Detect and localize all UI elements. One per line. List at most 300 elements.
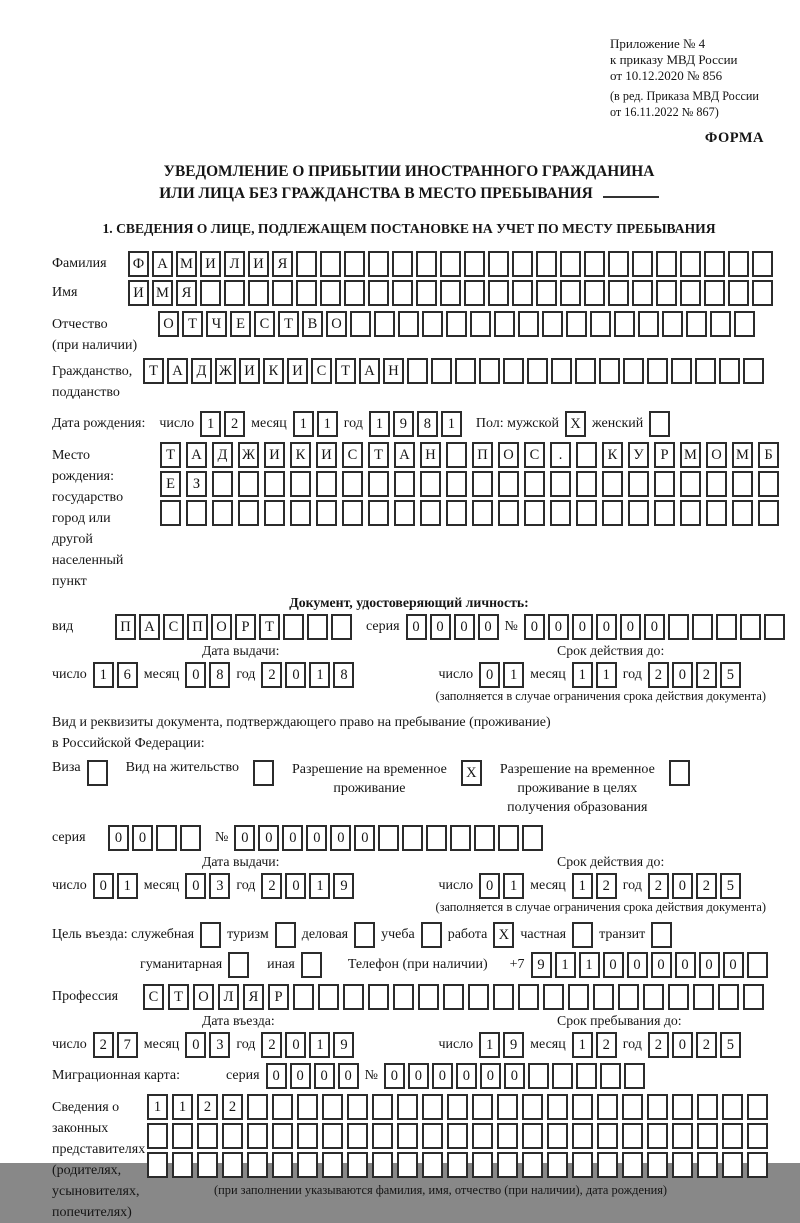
sex-male-label: Пол: мужской: [475, 416, 560, 431]
cell: [656, 280, 677, 306]
purpose-study-checkbox: [421, 922, 442, 948]
cell: [272, 1123, 293, 1149]
cell: [446, 311, 467, 337]
birthplace-cells-row2: [160, 471, 779, 497]
cell: 0: [672, 662, 693, 688]
permit-doc-heading: Вид и реквизиты документа, подтверждающего право на пребывание (проживание) в Российской Федерации:: [52, 715, 551, 751]
cell: [350, 311, 371, 337]
permit-series-cells: [108, 825, 201, 851]
cell: [156, 825, 177, 851]
cell: [654, 500, 675, 526]
cell: [552, 1063, 573, 1089]
cell: [472, 500, 493, 526]
cell: [706, 500, 727, 526]
purpose-humanitarian-label: гуманитарная: [140, 957, 223, 972]
cell: [618, 984, 639, 1010]
cell: 0: [596, 614, 617, 640]
cell: [527, 358, 548, 384]
permit-issue-year-cells: [261, 873, 354, 899]
cell: [542, 311, 563, 337]
cell: [572, 1123, 593, 1149]
cell: [550, 500, 571, 526]
cell: [392, 280, 413, 306]
birthplace-label: Место рождения: государство город или другой населенный пункт: [52, 448, 124, 589]
cell: [672, 1094, 693, 1120]
cell: 2: [197, 1094, 218, 1120]
cell: Т: [182, 311, 203, 337]
cell: [622, 1094, 643, 1120]
cell: [378, 825, 399, 851]
cell: Р: [268, 984, 289, 1010]
permit-until-day-cells: [479, 873, 524, 899]
cell: 1: [117, 873, 138, 899]
cell: [344, 280, 365, 306]
cell: 1: [369, 411, 390, 437]
cell: [446, 471, 467, 497]
cell: [638, 311, 659, 337]
doc-series-cells: [406, 614, 499, 640]
rvp-education-checkbox: [669, 760, 690, 786]
cell: [421, 922, 442, 948]
birthplace-cells-row1: [160, 442, 779, 468]
cell: [197, 1123, 218, 1149]
cell: 2: [93, 1032, 114, 1058]
cell: [628, 500, 649, 526]
cell: Т: [168, 984, 189, 1010]
cell: [668, 984, 689, 1010]
cell: [572, 922, 593, 948]
cell: Я: [272, 251, 293, 277]
cell: А: [359, 358, 380, 384]
surname-cells: [128, 251, 773, 277]
cell: [322, 1094, 343, 1120]
cell: [680, 251, 701, 277]
cell: [450, 825, 471, 851]
cell: [160, 500, 181, 526]
cell: [497, 1152, 518, 1178]
cell: 2: [596, 1032, 617, 1058]
cell: 0: [524, 614, 545, 640]
cell: [498, 500, 519, 526]
cell: [297, 1123, 318, 1149]
cell: 0: [430, 614, 451, 640]
permit-series-row: [52, 825, 766, 851]
cell: [372, 1123, 393, 1149]
cell: С: [311, 358, 332, 384]
purpose-tourism-checkbox: [275, 922, 296, 948]
cell: X: [565, 411, 586, 437]
cell: 5: [720, 1032, 741, 1058]
cell: Ж: [215, 358, 236, 384]
cell: 0: [314, 1063, 335, 1089]
cell: 1: [147, 1094, 168, 1120]
cell: 0: [572, 614, 593, 640]
cell: [392, 251, 413, 277]
purpose-business-checkbox: [354, 922, 375, 948]
cell: 0: [603, 952, 624, 978]
cell: [758, 500, 779, 526]
cell: 2: [222, 1094, 243, 1120]
legal-reps-label: Сведения о законных представителях (родителях, усыновителях, попечителях): [52, 1100, 146, 1220]
cell: 0: [432, 1063, 453, 1089]
title-underline: [603, 196, 659, 198]
cell: Б: [758, 442, 779, 468]
cell: [447, 1152, 468, 1178]
cell: [608, 251, 629, 277]
birthdate-row: [52, 411, 766, 437]
doc-dates-row: число 1 6 месяц 0 8 год 2 0 1 8 число 0 1 месяц 1 1 год 2 0 2 5: [52, 662, 766, 688]
stay-day-cells: [479, 1032, 524, 1058]
sex-female-checkbox: [649, 411, 670, 437]
cell: Е: [230, 311, 251, 337]
cell: [728, 280, 749, 306]
cell: [372, 1094, 393, 1120]
cell: [275, 922, 296, 948]
cell: [416, 280, 437, 306]
purpose-tourism-label: туризм: [227, 927, 269, 942]
cell: 1: [93, 662, 114, 688]
cell: [147, 1152, 168, 1178]
cell: 0: [185, 1032, 206, 1058]
annex-block: [610, 36, 766, 120]
cell: Т: [278, 311, 299, 337]
cell: [402, 825, 423, 851]
name-cells: [128, 280, 773, 306]
cell: [547, 1152, 568, 1178]
cell: [576, 1063, 597, 1089]
cell: [518, 311, 539, 337]
cell: 1: [572, 662, 593, 688]
form-title: [52, 161, 766, 205]
cell: [716, 614, 737, 640]
cell: И: [248, 251, 269, 277]
cell: [568, 984, 589, 1010]
cell: [718, 984, 739, 1010]
cell: 0: [454, 614, 475, 640]
cell: [747, 1094, 768, 1120]
cell: [344, 251, 365, 277]
stay-until-label: Срок пребывания до:: [557, 1013, 682, 1028]
cell: [420, 500, 441, 526]
legal-cells-row2: [147, 1123, 768, 1149]
cell: С: [163, 614, 184, 640]
cell: [680, 500, 701, 526]
cell: 2: [648, 873, 669, 899]
cell: Н: [383, 358, 404, 384]
cell: [719, 358, 740, 384]
cell: 0: [672, 873, 693, 899]
cell: [628, 471, 649, 497]
cell: 0: [282, 825, 303, 851]
doc-issue-day-cells: [93, 662, 138, 688]
cell: С: [254, 311, 275, 337]
cell: [512, 280, 533, 306]
cell: [283, 614, 304, 640]
rvp-label: Разрешение на временное проживание: [291, 762, 447, 796]
birthplace-cells-row3: [160, 500, 779, 526]
doc-type-row: [52, 614, 766, 640]
cell: [743, 358, 764, 384]
visa-checkbox: [87, 760, 108, 786]
cell: [547, 1094, 568, 1120]
cell: М: [732, 442, 753, 468]
patronymic-label: Отчество (при наличии): [52, 317, 138, 353]
cell: [710, 311, 731, 337]
cell: [331, 614, 352, 640]
cell: [593, 984, 614, 1010]
name-label: Имя: [52, 285, 78, 300]
citizenship-label: Гражданство, подданство: [52, 364, 133, 400]
cell: [747, 1123, 768, 1149]
permit-date-labels: Дата выдачи: Срок действия до:: [202, 854, 665, 869]
cell: [597, 1094, 618, 1120]
cell: С: [524, 442, 545, 468]
cell: [722, 1094, 743, 1120]
cell: 0: [285, 1032, 306, 1058]
annex-note-2: от 16.11.2022 № 867): [610, 105, 719, 119]
doc-valid-until-label: Срок действия до:: [557, 643, 665, 658]
cell: Т: [335, 358, 356, 384]
cell: [632, 251, 653, 277]
cell: 5: [720, 662, 741, 688]
cell: [342, 471, 363, 497]
purpose-work-checkbox: [493, 922, 514, 948]
cell: [197, 1152, 218, 1178]
entry-year-cells: [261, 1032, 354, 1058]
cell: И: [239, 358, 260, 384]
cell: 0: [290, 1063, 311, 1089]
cell: 8: [333, 662, 354, 688]
cell: 9: [531, 952, 552, 978]
cell: Р: [235, 614, 256, 640]
cell: .: [550, 442, 571, 468]
cell: [354, 922, 375, 948]
migration-card-label: Миграционная карта:: [52, 1068, 181, 1083]
profession-row: [52, 984, 766, 1010]
cell: А: [186, 442, 207, 468]
cell: [212, 471, 233, 497]
cell: [624, 1063, 645, 1089]
cell: 0: [456, 1063, 477, 1089]
cell: 1: [579, 952, 600, 978]
cell: [147, 1123, 168, 1149]
birthdate-label: Дата рождения:: [52, 416, 146, 431]
cell: [752, 280, 773, 306]
cell: [394, 500, 415, 526]
doc-number-cells: [524, 614, 785, 640]
cell: З: [186, 471, 207, 497]
cell: [722, 1152, 743, 1178]
cell: [422, 1152, 443, 1178]
cell: О: [706, 442, 727, 468]
cell: [662, 311, 683, 337]
cell: [671, 358, 692, 384]
cell: [228, 952, 249, 978]
permit-type-row: [52, 760, 766, 817]
cell: [584, 280, 605, 306]
forma-label: ФОРМА: [704, 130, 764, 146]
cell: [368, 471, 389, 497]
cell: К: [602, 442, 623, 468]
purpose-work-label: работа: [447, 927, 488, 942]
cell: 2: [596, 873, 617, 899]
cell: Р: [654, 442, 675, 468]
cell: [398, 311, 419, 337]
cell: [455, 358, 476, 384]
cell: [368, 500, 389, 526]
cell: [372, 1152, 393, 1178]
cell: 9: [333, 873, 354, 899]
cell: 3: [209, 1032, 230, 1058]
cell: 1: [441, 411, 462, 437]
cell: А: [167, 358, 188, 384]
cell: [342, 500, 363, 526]
cell: [758, 471, 779, 497]
cell: [697, 1094, 718, 1120]
cell: [440, 251, 461, 277]
cell: 1: [200, 411, 221, 437]
cell: 0: [132, 825, 153, 851]
name-row: [52, 280, 766, 306]
id-doc-header: Документ, удостоверяющий личность:: [289, 595, 529, 610]
cell: [668, 614, 689, 640]
cell: [706, 471, 727, 497]
cell: Ф: [128, 251, 149, 277]
cell: [614, 311, 635, 337]
cell: [732, 471, 753, 497]
cell: [222, 1123, 243, 1149]
cell: [320, 280, 341, 306]
cell: 7: [117, 1032, 138, 1058]
cell: [503, 358, 524, 384]
cell: [479, 358, 500, 384]
stay-year-cells: [648, 1032, 741, 1058]
cell: [551, 358, 572, 384]
cell: 0: [108, 825, 129, 851]
cell: 0: [384, 1063, 405, 1089]
cell: [600, 1063, 621, 1089]
cell: [584, 251, 605, 277]
cell: [264, 500, 285, 526]
cell: [464, 251, 485, 277]
cell: Н: [420, 442, 441, 468]
cell: Т: [160, 442, 181, 468]
permit-issue-day-cells: [93, 873, 138, 899]
cell: [272, 1152, 293, 1178]
cell: [264, 471, 285, 497]
migration-card-row: [52, 1063, 766, 1089]
doc-issue-date-label: Дата выдачи:: [202, 643, 280, 658]
residence-permit-label: Вид на жительство: [125, 760, 239, 775]
cell: [431, 358, 452, 384]
purpose-private-checkbox: [572, 922, 593, 948]
cell: И: [316, 442, 337, 468]
cell: 0: [479, 873, 500, 899]
citizenship-cells: [143, 358, 764, 384]
cell: [566, 311, 587, 337]
cell: [443, 984, 464, 1010]
cell: [697, 1123, 718, 1149]
cell: [422, 1094, 443, 1120]
cell: О: [158, 311, 179, 337]
cell: 2: [696, 662, 717, 688]
cell: [649, 411, 670, 437]
cell: [647, 1152, 668, 1178]
cell: 0: [234, 825, 255, 851]
cell: [576, 500, 597, 526]
sex-female-label: женский: [592, 416, 644, 431]
cell: И: [128, 280, 149, 306]
cell: [464, 280, 485, 306]
cell: [248, 280, 269, 306]
cell: 0: [258, 825, 279, 851]
cell: [697, 1152, 718, 1178]
doc-valid-note: (заполняется в случае ограничения срока действия документа): [435, 689, 766, 703]
cell: [293, 984, 314, 1010]
cell: [247, 1123, 268, 1149]
cell: 0: [699, 952, 720, 978]
cell: [296, 251, 317, 277]
cell: [597, 1123, 618, 1149]
cell: [468, 984, 489, 1010]
cell: [576, 471, 597, 497]
cell: [672, 1152, 693, 1178]
cell: А: [139, 614, 160, 640]
cell: [416, 251, 437, 277]
cell: 0: [479, 662, 500, 688]
cell: [474, 825, 495, 851]
cell: [622, 1152, 643, 1178]
day-label: число: [159, 416, 195, 431]
mig-number-cells: [384, 1063, 645, 1089]
phone-label: Телефон (при наличии): [347, 957, 488, 972]
mig-series-cells: [266, 1063, 359, 1089]
legal-cells-row1: [147, 1094, 768, 1120]
cell: [547, 1123, 568, 1149]
cell: 8: [417, 411, 438, 437]
doc-issue-year-cells: [261, 662, 354, 688]
rvp-checkbox: [461, 760, 482, 786]
cell: 0: [185, 873, 206, 899]
cell: [488, 280, 509, 306]
cell: [704, 280, 725, 306]
annex-note-1: (в ред. Приказа МВД России: [610, 89, 759, 103]
cell: [623, 358, 644, 384]
entry-dates-row: число 2 7 месяц 0 3 год 2 0 1 9 число 1 9 месяц 1 2 год 2 0 2 5: [52, 1032, 766, 1058]
profession-cells: [143, 984, 764, 1010]
cell: Е: [160, 471, 181, 497]
cell: 3: [209, 873, 230, 899]
doc-series-label: серия: [366, 619, 400, 634]
cell: [301, 952, 322, 978]
cell: [368, 280, 389, 306]
cell: В: [302, 311, 323, 337]
permit-until-month-cells: [572, 873, 617, 899]
cell: [472, 471, 493, 497]
purpose-other-label: иная: [267, 957, 295, 972]
phone-cells: [531, 952, 768, 978]
cell: [186, 500, 207, 526]
purpose-other-checkbox: [301, 952, 322, 978]
phone-prefix: +7: [509, 957, 525, 972]
rvp-education-label: Разрешение на временное проживание в целях получения образования: [499, 762, 655, 815]
purpose-row: [52, 922, 766, 948]
cell: 0: [338, 1063, 359, 1089]
cell: [602, 500, 623, 526]
cell: [320, 251, 341, 277]
cell: [602, 471, 623, 497]
cell: 2: [648, 662, 669, 688]
